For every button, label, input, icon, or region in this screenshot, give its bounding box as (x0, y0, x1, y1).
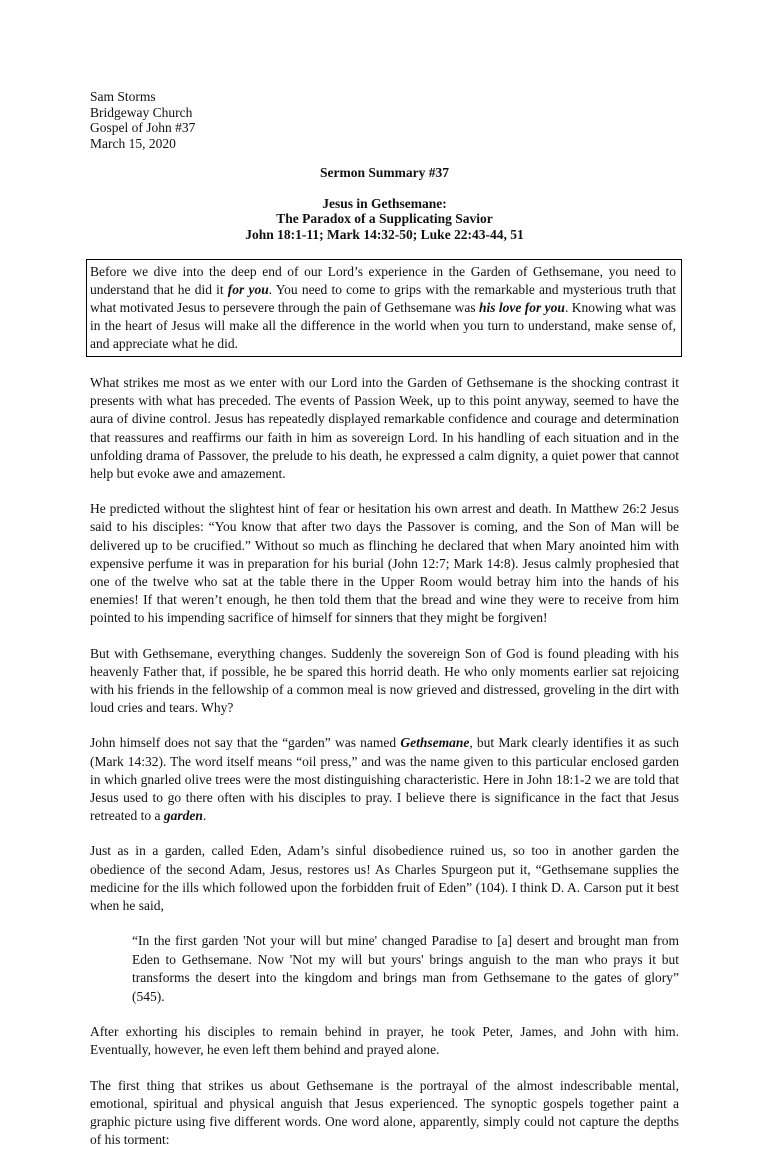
paragraph-1: What strikes me most as we enter with our Lord into the Garden of Gethsemane is the shocking contrast it presents with what has preceded. The events of Passion Week, up to this point anyway, seemed to have the aura of divine control. Jesus has repeatedly displayed remarkable confidence and courage and determination that reassures and reaffirms our faith in him as sovereign Lord. In his handling of each situation and in the unfolding drama of Passover, the prelude to his death, he expressed a calm dignity, a quiet power that cannot help but evoke awe and amazement. (90, 375, 679, 482)
paragraph-4 (90, 734, 679, 825)
box-emphasis-2: his love for you (479, 300, 565, 315)
header-block (90, 89, 679, 151)
box-text-3: . Knowing what was in the heart of Jesus will make all the difference in the world when you turn to understand, make sense of, and appreciate what he did. (90, 300, 676, 351)
highlight-box (86, 259, 682, 357)
block-quote: “In the first garden 'Not your will but mine' changed Paradise to [a] desert and brought man from Eden to Gethsemane. Now 'Not my will but yours' brings anguish to the man who prays it but transforms the desert into the kingdom and brings man from Gethsemane to the gates of glory” (545). (132, 933, 679, 1004)
date-line: March 15, 2020 (90, 135, 176, 151)
sermon-summary-title: Sermon Summary #37 (320, 165, 449, 180)
paragraph-2: He predicted without the slightest hint of fear or hesitation his own arrest and death. In Matthew 26:2 Jesus said to his disciples: “You know that after two days the Passover is coming, and the Son of Man will be delivered up to be crucified.” Without so much as flinching he declared that when Mary anointed him with expensive perfume it was in preparation for his burial (John 12:7; Mark 14:8). Jesus calmly prophesied that one of the twelve who sat at the table there in the Upper Room would betray him into the hands of his enemies! If that weren’t enough, he then told them that the bread and wine they were to receive from him pointed to his impending sacrifice of himself for sinners that they might be forgiven! (90, 501, 679, 626)
paragraph-7: The first thing that strikes us about Gethsemane is the portrayal of the almost indescribable mental, emotional, spiritual and physical anguish that Jesus experienced. The synoptic gospels together paint a graphic picture using five different words. One word alone, apparently, simply could not capture the depths of his torment: (90, 1077, 679, 1148)
box-emphasis-1: for you (227, 282, 269, 297)
p4-text-2: , but Mark clearly identifies it as such (Mark 14:32). The word itself means “oil press,” and was the name given to this particular enclosed garden in which gnarled olive trees were the most distinguishing characteristic. Here in John 18:1-2 we are told that Jesus used to go there often with his disciples to pray. I believe there is significance in the fact that Jesus retreated to a (90, 735, 680, 824)
scripture-references: John 18:1-11; Mark 14:32-50; Luke 22:43-44, 51 (245, 226, 524, 242)
box-text-1: Before we dive into the deep end of our Lord’s experience in the Garden of Gethsemane, you need to understand that he did it (90, 264, 676, 297)
sermon-heading: Jesus in Gethsemane: (322, 195, 447, 211)
box-text-2: . You need to come to grips with the remarkable and mysterious truth that what motivated Jesus to persevere through the pain of Gethsemane was (90, 282, 677, 315)
p4-emphasis-1: Gethsemane (400, 735, 470, 751)
p4-text-3: . (202, 808, 207, 824)
sermon-subheading: The Paradox of a Supplicating Savior (276, 211, 493, 226)
paragraph-5: Just as in a garden, called Eden, Adam’s sinful disobedience ruined us, so too in another garden the obedience of the second Adam, Jesus, restores us! As Charles Spurgeon put it, “Gethsemane supplies the medicine for the ills which followed upon the forbidden fruit of Eden” (104). I think D. A. Carson put it best when he said, (90, 843, 679, 914)
p4-emphasis-2: garden (163, 808, 203, 824)
series-line: Gospel of John #37 (90, 120, 196, 135)
paragraph-3: But with Gethsemane, everything changes. Suddenly the sovereign Son of God is found pleading with his heavenly Father that, if possible, he be spared this horrid death. He who only moments earlier sat rejoicing with his friends in the fellowship of a common meal is now grieved and distressed, groveling in the dirt with loud cries and tears. Why? (90, 645, 679, 716)
title-block (90, 165, 679, 242)
church-line: Bridgeway Church (90, 104, 193, 120)
p4-text-1: John himself does not say that the “garden” was named (90, 735, 401, 751)
paragraph-6: After exhorting his disciples to remain behind in prayer, he took Peter, James, and John with him. Eventually, however, he even left them behind and prayed alone. (90, 1024, 679, 1058)
author-line: Sam Storms (90, 89, 156, 104)
